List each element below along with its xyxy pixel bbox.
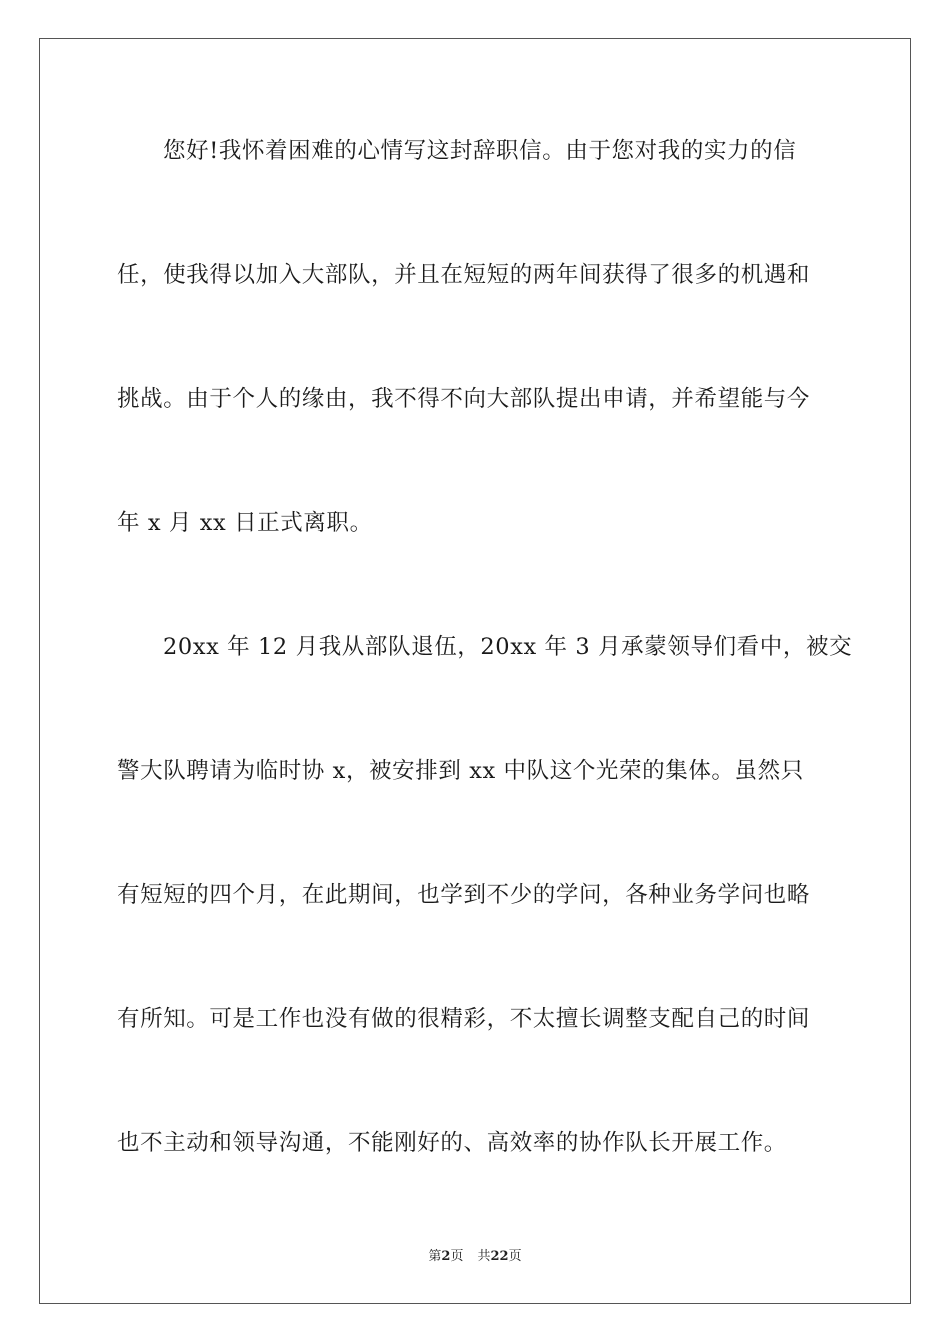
paragraph-1-line-4: 年 x 月 xx 日正式离职。	[117, 510, 373, 536]
paragraph-2-line-5: 也不主动和领导沟通，不能刚好的、高效率的协作队长开展工作。	[117, 1130, 787, 1156]
paragraph-2-line-4: 有所知。可是工作也没有做的很精彩，不太擅长调整支配自己的时间	[117, 1006, 811, 1032]
total-page-count: 22	[490, 1249, 509, 1264]
page-prefix: 第	[428, 1249, 442, 1264]
page-border	[39, 38, 911, 1304]
page-footer	[0, 1248, 950, 1266]
total-suffix: 页	[508, 1249, 522, 1264]
paragraph-1-line-1: 您好!我怀着困难的心情写这封辞职信。由于您对我的实力的信	[163, 138, 797, 164]
paragraph-1-line-2: 任，使我得以加入大部队，并且在短短的两年间获得了很多的机遇和	[117, 262, 811, 288]
paragraph-2-line-2: 警大队聘请为临时协 x，被安排到 xx 中队这个光荣的集体。虽然只	[117, 758, 804, 784]
current-page-number: 2	[441, 1249, 451, 1264]
paragraph-2-line-3: 有短短的四个月，在此期间，也学到不少的学问，各种业务学问也略	[117, 882, 811, 908]
page-suffix: 页	[450, 1249, 464, 1264]
paragraph-1-line-3: 挑战。由于个人的缘由，我不得不向大部队提出申请，并希望能与今	[117, 386, 811, 412]
total-prefix: 共	[477, 1249, 491, 1264]
paragraph-2-line-1: 20xx 年 12 月我从部队退伍，20xx 年 3 月承蒙领导们看中，被交	[163, 634, 853, 660]
